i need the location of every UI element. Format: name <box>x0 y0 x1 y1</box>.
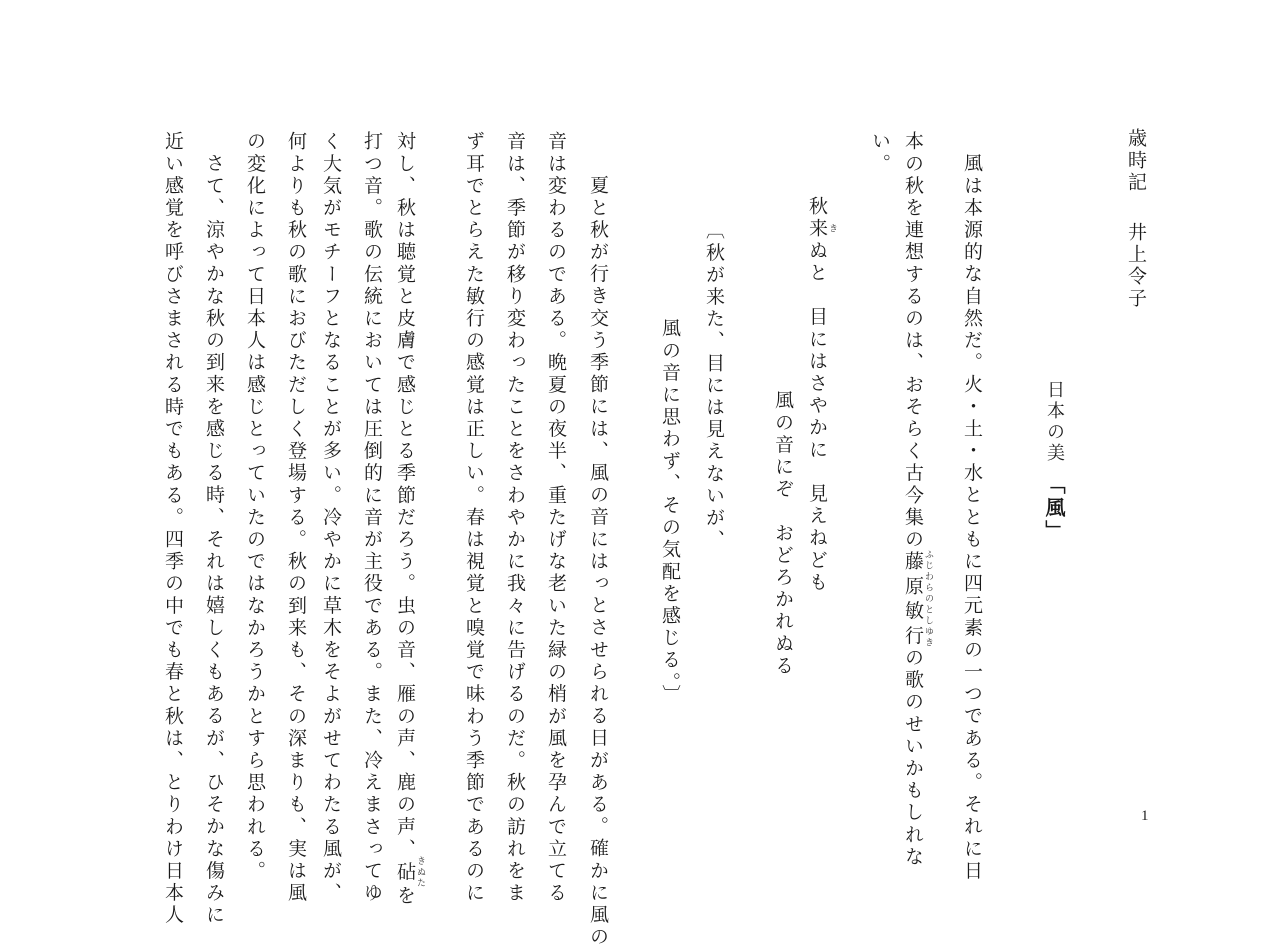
section2-line-5-after: を <box>394 885 416 908</box>
ruby-base-ki: 来 <box>806 218 828 241</box>
section1-line-3 <box>869 131 891 175</box>
section1-line-2-after: の歌のせいかもしれな <box>902 647 924 869</box>
section2-line-6 <box>361 131 383 905</box>
page-number: 1 <box>1141 808 1149 824</box>
section2-line-2 <box>545 131 567 905</box>
poem-line-2-text: 風の音にぞ おどろかれぬる <box>772 390 794 678</box>
section1-line-1 <box>961 153 983 882</box>
ruby-base-toshiyuki: 藤原敏行 <box>902 549 924 649</box>
section1-line-1-text: 風は本源的な自然だ。火・土・水とともに四元素の一つである。それに日 <box>961 153 983 883</box>
translation-line-2 <box>659 318 681 706</box>
section2-line-11-text: 近い感覚を呼びさまされる時でもある。四季の中でも春と秋は、とりわけ日本人 <box>162 131 184 927</box>
series-title: 歳時記 <box>1125 128 1147 194</box>
title-main-word: 「風」 <box>1042 474 1066 543</box>
section2-line-5-text: 対し、秋は聴覚と皮膚で感じとる季節だろう。虫の音、雁の声、鹿の声、 <box>394 131 416 861</box>
author-name: 井上令子 <box>1125 222 1147 310</box>
section2-line-4 <box>463 131 485 905</box>
section2-line-2-text: 音は変わるのである。晩夏の夜半、重たげな老いた緑の梢が風を孕んで立てる <box>545 131 567 905</box>
section2-line-3 <box>504 131 526 905</box>
section2-line-7-text: く大気がモチーフとなることが多い。冷やかに草木をそよがせてわたる風が、 <box>320 131 342 905</box>
section2-line-3-text: 音は、季節が移り変わったことをさわやかに我々に告げるのだ。秋の訪れをま <box>504 131 526 905</box>
ruby-reading-ki: き <box>827 218 837 241</box>
article-title <box>1043 380 1065 543</box>
poem-line-2 <box>772 390 794 677</box>
section1-line-3-text: い。 <box>869 131 891 176</box>
translation-line-1 <box>703 220 725 552</box>
section2-line-8 <box>285 131 307 905</box>
section1-line-2 <box>902 131 933 869</box>
poem-line-1-b: ぬと 目にはさやかに 見えねども <box>806 240 828 594</box>
title-prefix: 日本の美 <box>1044 380 1065 464</box>
translation-line-1-text: 〔秋が来た、目には見えないが、 <box>703 220 725 552</box>
section2-line-11 <box>162 131 184 927</box>
section2-line-4-text: ず耳でとらえた敏行の感覚は正しい。春は視覚と嗅覚で味わう季節であるのに <box>463 131 485 905</box>
poem-line-1 <box>806 196 837 594</box>
ruby-ki <box>806 218 837 241</box>
section2-line-1-text: 夏と秋が行き交う季節には、風の音にはっとさせられる日がある。確かに風の <box>587 175 609 949</box>
ruby-kinuta <box>394 856 425 890</box>
section2-line-8-text: 何よりも秋の歌におびただしく登場する。秋の到来も、その深まりも、実は風 <box>285 131 307 905</box>
translation-line-2-text: 風の音に思わず、その気配を感じる。〕 <box>659 318 681 707</box>
section2-line-10-text: さて、涼やかな秋の到来を感じる時、それは嬉しくもあるが、ひそかな傷みに <box>203 153 225 927</box>
ruby-reading-toshiyuki: ふじわらのとしゆき <box>923 549 933 649</box>
section2-line-10 <box>203 153 225 927</box>
section2-line-7 <box>320 131 342 905</box>
section2-line-5 <box>394 131 425 908</box>
section2-line-6-text: 打つ音。歌の伝統においては圧倒的に音が主役である。また、冷えまさってゆ <box>361 131 383 905</box>
series-author-heading <box>1125 128 1147 310</box>
ruby-base-kinuta: 砧 <box>394 856 416 890</box>
ruby-reading-kinuta: きぬた <box>415 856 425 890</box>
section2-line-1 <box>587 175 609 949</box>
ruby-fujiwara-toshiyuki <box>902 549 933 649</box>
poem-line-1-a: 秋 <box>806 196 828 219</box>
section2-line-9 <box>244 131 266 882</box>
section2-line-9-text: の変化によって日本人は感じとっていたのではなかろうかとすら思われる。 <box>244 131 266 883</box>
section1-line-2-before: 本の秋を連想するのは、おそらく古今集の <box>902 131 924 551</box>
